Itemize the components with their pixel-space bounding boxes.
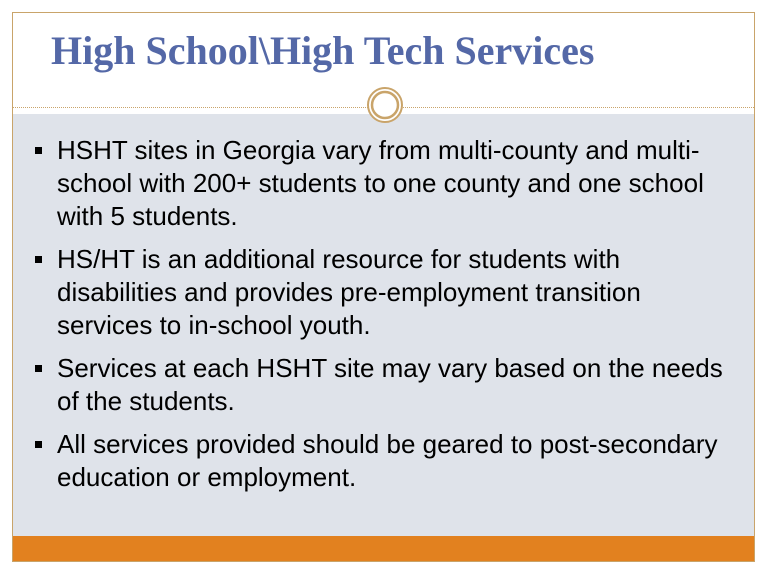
square-bullet-icon (35, 256, 42, 263)
bullet-text: HSHT sites in Georgia vary from multi-county and multi-school with 200+ students to one county and one school with 5 students. (57, 135, 704, 231)
bullet-item (35, 243, 734, 342)
slide-title: High School\High Tech Services (51, 28, 595, 73)
footer-bar (13, 536, 754, 561)
bullet-text: Services at each HSHT site may vary based on the needs of the students. (57, 353, 723, 416)
bullet-text: All services provided should be geared to post-secondary education or employment. (57, 429, 718, 492)
content-area (13, 114, 754, 536)
bullet-item (35, 352, 734, 418)
bullet-item (35, 134, 734, 233)
square-bullet-icon (35, 365, 42, 372)
slide (12, 12, 755, 562)
square-bullet-icon (35, 147, 42, 154)
circle-ornament-icon (366, 86, 404, 124)
bullet-text: HS/HT is an additional resource for students with disabilities and provides pre-employment transition services to in-school youth. (57, 244, 641, 340)
square-bullet-icon (35, 441, 42, 448)
bullet-item (35, 428, 734, 494)
bullet-list (35, 134, 734, 504)
